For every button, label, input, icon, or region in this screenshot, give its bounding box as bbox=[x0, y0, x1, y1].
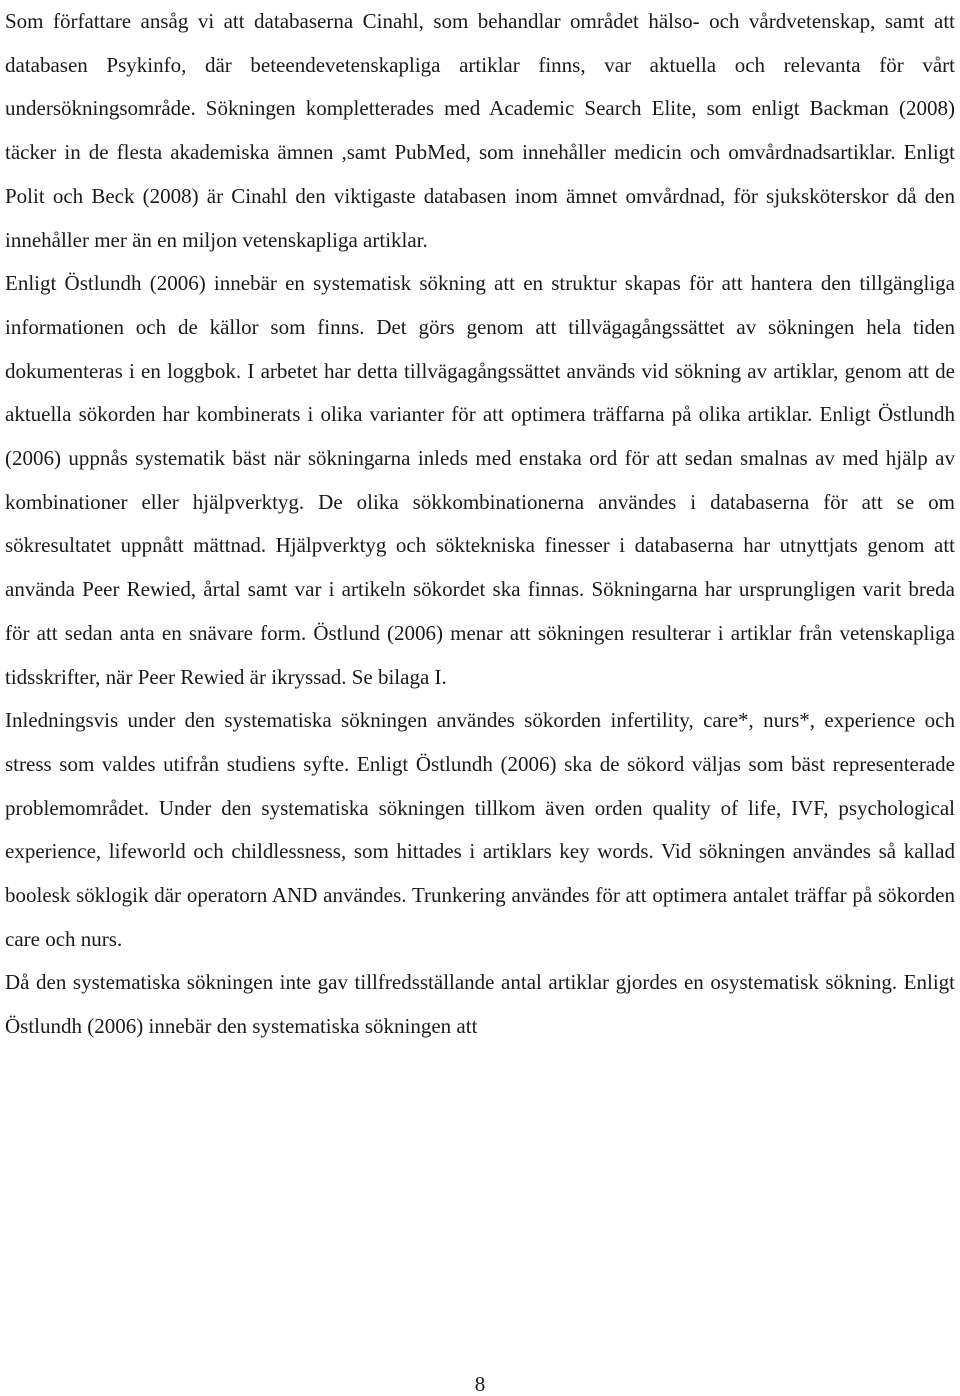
page-number: 8 bbox=[474, 1372, 486, 1396]
paragraph-unsystematic-search: Då den systematiska sökningen inte gav tillfredsställande antal artiklar gjordes en osystematisk sökning. Enligt Östlundh (2006) innebär den systematiska sökningen att bbox=[5, 970, 955, 1039]
paragraph-systematic-search: Enligt Östlundh (2006) innebär en systematisk sökning att en struktur skapas för att hantera den tillgängliga informationen och de källor som finns. Det görs genom att tillvägagångssättet av sökningen hela tiden dokumenteras i en loggbok. I arbetet har detta tillvägagångssättet används vid sökning av artiklar, genom att de aktuella sökorden har kombinerats i olika varianter för att optimera träffarna på olika artiklar. Enligt Östlundh (2006) uppnås systematik bäst när sökningarna inleds med enstaka ord för att sedan smalnas av med hjälp av kombinationer eller hjälpverktyg. De olika sökkombinationerna användes i databaserna för att se om sökresultatet uppnått mättnad. Hjälpverktyg och söktekniska finesser i databaserna har utnyttjats genom att använda Peer Rewied, årtal samt var i artikeln sökordet ska finnas. Sökningarna har ursprungligen varit breda för att sedan anta en snävare form. Östlund (2006) menar att sökningen resulterar i artiklar från vetenskapliga tidsskrifter, när Peer Rewied är ikryssad. Se bilaga I. bbox=[5, 271, 955, 689]
document-body bbox=[5, 0, 955, 1049]
paragraph-search-terms: Inledningsvis under den systematiska sökningen användes sökorden infertility, care*, nurs*, experience och stress som valdes utifrån studiens syfte. Enligt Östlundh (2006) ska de sökord väljas som bäst representerade problemområdet. Under den systematiska sökningen tillkom även orden quality of life, IVF, psychological experience, lifeworld och childlessness, som hittades i artiklars key words. Vid sökningen användes så kallad boolesk söklogik där operatorn AND användes. Trunkering användes för att optimera antalet träffar på sökorden care och nurs. bbox=[5, 708, 955, 951]
paragraph-databases: Som författare ansåg vi att databaserna Cinahl, som behandlar området hälso- och vårdvetenskap, samt att databasen Psykinfo, där beteendevetenskapliga artiklar finns, var aktuella och relevanta för vårt undersökningsområde. Sökningen kompletterades med Academic Search Elite, som enligt Backman (2008) täcker in de flesta akademiska ämnen ,samt PubMed, som innehåller medicin och omvårdnadsartiklar. Enligt Polit och Beck (2008) är Cinahl den viktigaste databasen inom ämnet omvårdnad, för sjuksköterskor då den innehåller mer än en miljon vetenskapliga artiklar. bbox=[5, 9, 955, 252]
